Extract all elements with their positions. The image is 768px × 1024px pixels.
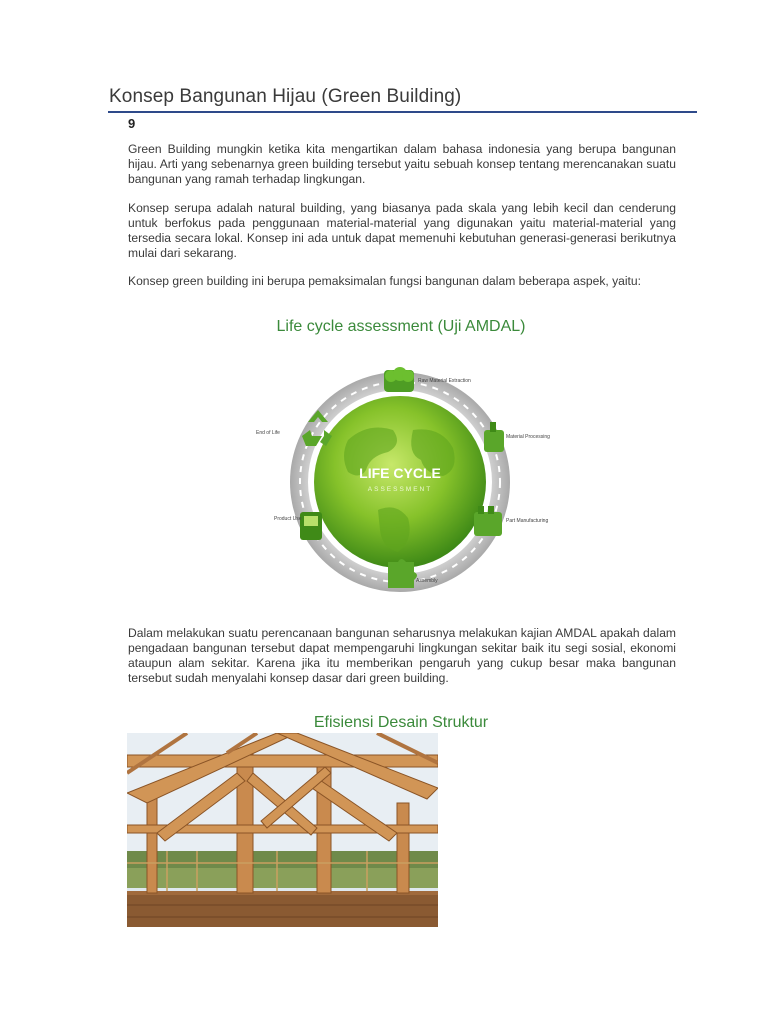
page-title: Konsep Bangunan Hijau (Green Building) bbox=[109, 86, 462, 107]
paragraph-3: Konsep green building ini berupa pemaksimalan fungsi bangunan dalam beberapa aspek, yaitu: bbox=[128, 274, 641, 288]
title-divider bbox=[108, 111, 697, 113]
svg-text:Raw Material Extraction: Raw Material Extraction bbox=[418, 378, 471, 384]
globe-title: LIFE CYCLE bbox=[359, 465, 441, 481]
life-cycle-diagram bbox=[238, 360, 568, 610]
paragraph-2: Konsep serupa adalah natural building, yang biasanya pada skala yang lebih kecil dan cenderung untuk berfokus pada penggunaan material-material yang digunakan yaitu material-material yang tersedia secara lokal. Konsep ini ada untuk dapat memenuhi kebutuhan generasi-generasi berikutnya mulai dari sekarang. bbox=[128, 201, 676, 260]
heading-life-cycle: Life cycle assessment (Uji AMDAL) bbox=[276, 318, 526, 335]
stage-processing bbox=[484, 422, 550, 452]
svg-text:Product Use: Product Use bbox=[274, 516, 302, 522]
svg-text:Assembly: Assembly bbox=[416, 578, 438, 584]
paragraph-1: Green Building mungkin ketika kita mengartikan dalam bahasa indonesia yang berupa bangunan hijau. Arti yang sebenarnya green building tersebut yaitu sebuah konsep tentang merencanakan suatu bangunan yang ramah terhadap lingkungan. bbox=[128, 142, 676, 186]
page-number: 9 bbox=[128, 116, 136, 131]
heading-structure: Efisiensi Desain Struktur bbox=[313, 714, 489, 731]
svg-text:End of Life: End of Life bbox=[256, 430, 280, 436]
stage-product-use bbox=[274, 512, 322, 540]
svg-text:Part Manufacturing: Part Manufacturing bbox=[506, 518, 549, 524]
globe-subtitle: ASSESSMENT bbox=[367, 486, 433, 493]
paragraph-4: Dalam melakukan suatu perencanaan bangunan seharusnya melakukan kajian AMDAL apakah dalam pengadaan bangunan tersebut dapat mempengaruhi lingkungan sekitar baik itu segi sosial, ekonomi ataupun alam sekitar. Karena jika itu memberikan pengaruh yang cukup besar maka bangunan tersebut sudah menyalahi konsep dasar dari green building. bbox=[128, 626, 676, 685]
timber-frame-photo bbox=[127, 733, 438, 927]
svg-text:Material Processing: Material Processing bbox=[506, 434, 550, 440]
